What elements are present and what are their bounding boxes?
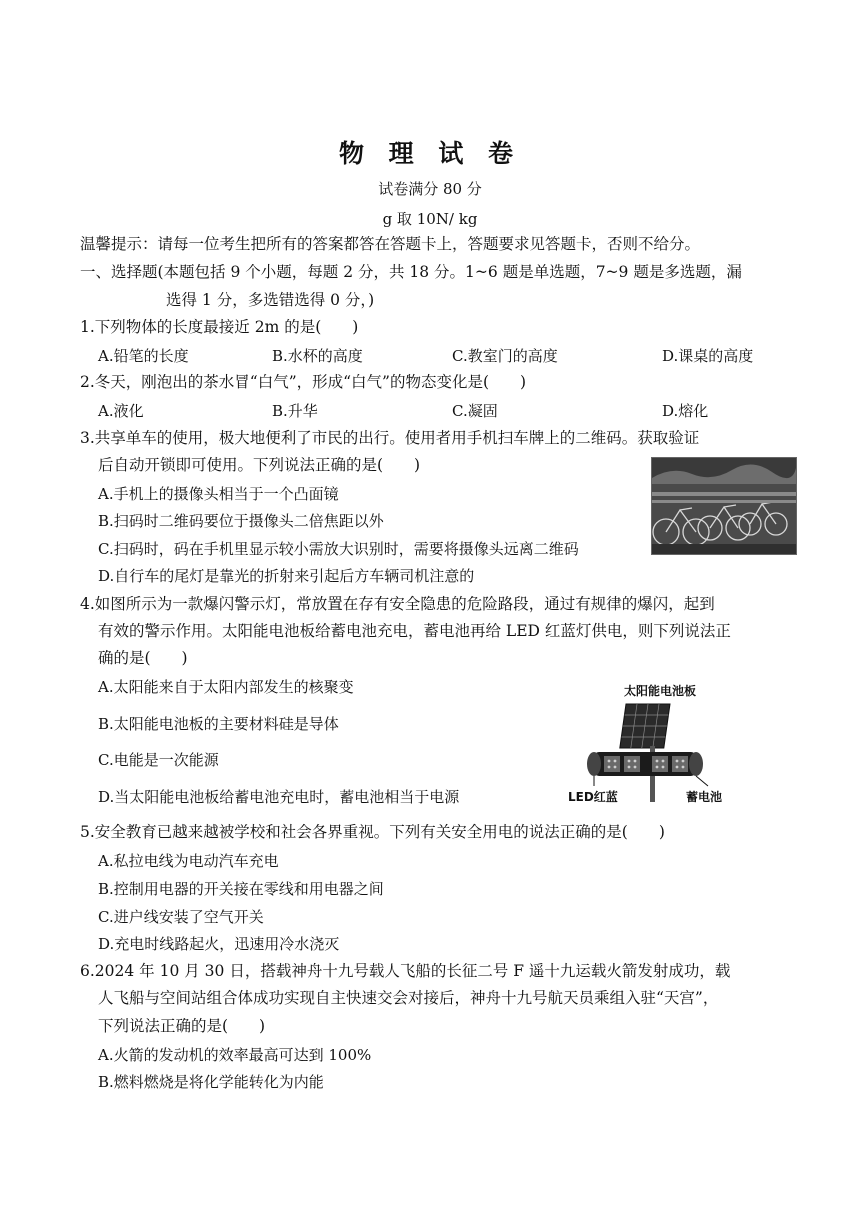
question-6-stem-line1: 6.2024 年 10 月 30 日，搭载神舟十九号载人飞船的长征二号 F 遥十九运载火箭发射成功，载 [80, 962, 731, 980]
figure-label-led: LED红蓝 [568, 790, 618, 804]
section-heading-line1: 一、选择题(本题包括 9 个小题，每题 2 分，共 18 分。1~6 题是单选题，7~9 题是多选题，漏 [80, 263, 742, 281]
section-heading-line2: 选得 1 分，多选错选得 0 分，) [166, 291, 375, 309]
shared-bikes-image [652, 458, 796, 554]
notice-text: 温馨提示：请每一位考生把所有的答案都答在答题卡上，答题要求见答题卡，否则不给分。 [80, 235, 701, 253]
question-5-option-d: D.充电时线路起火，迅速用冷水浇灭 [98, 935, 340, 953]
question-4-stem-line2: 有效的警示作用。太阳能电池板给蓄电池充电，蓄电池再给 LED 红蓝灯供电，则下列说法正 [98, 622, 731, 640]
question-4-stem-line1: 4.如图所示为一款爆闪警示灯，常放置在存有安全隐患的危险路段，通过有规律的爆闪，起到 [80, 595, 715, 613]
question-5-stem: 5.安全教育已越来越被学校和社会各界重视。下列有关安全用电的说法正确的是( ) [80, 823, 665, 841]
question-3-stem-line1: 3.共享单车的使用，极大地便利了市民的出行。使用者用手机扫车牌上的二维码。获取验证 [80, 429, 700, 447]
question-1-option-a: A.铅笔的长度 [98, 347, 189, 365]
figure-label-solar-panel: 太阳能电池板 [624, 684, 697, 698]
question-1-option-d: D.课桌的高度 [662, 347, 754, 365]
question-3-option-d: D.自行车的尾灯是靠光的折射来引起后方车辆司机注意的 [98, 567, 475, 585]
question-2-option-c: C.凝固 [452, 402, 498, 420]
score-info: 试卷满分 80 分 [378, 180, 482, 198]
question-3-stem-line2: 后自动开锁即可使用。下列说法正确的是( ) [98, 456, 421, 474]
question-5-option-c: C.进户线安装了空气开关 [98, 908, 264, 926]
warning-light-figure [560, 676, 772, 808]
figure-label-battery: 蓄电池 [686, 790, 723, 804]
question-2-option-b: B.升华 [272, 402, 318, 420]
question-1-option-b: B.水杯的高度 [272, 347, 363, 365]
question-6-option-b: B.燃料燃烧是将化学能转化为内能 [98, 1073, 324, 1091]
question-4-option-c: C.电能是一次能源 [98, 751, 219, 769]
question-1-stem: 1.下列物体的长度最接近 2m 的是( ) [80, 318, 359, 336]
question-4-stem-line3: 确的是( ) [98, 649, 188, 667]
question-4-option-a: A.太阳能来自于太阳内部发生的核聚变 [98, 678, 354, 696]
question-3-option-c: C.扫码时，码在手机里显示较小需放大识别时，需要将摄像头远离二维码 [98, 540, 579, 558]
question-4-option-d: D.当太阳能电池板给蓄电池充电时，蓄电池相当于电源 [98, 788, 460, 806]
question-2-stem: 2.冬天，刚泡出的茶水冒“白气”，形成“白气”的物态变化是( ) [80, 373, 527, 391]
shared-bikes-photo [651, 457, 797, 555]
question-5-option-b: B.控制用电器的开关接在零线和用电器之间 [98, 880, 384, 898]
question-2-option-d: D.熔化 [662, 402, 709, 420]
question-1-option-c: C.教室门的高度 [452, 347, 558, 365]
question-2-option-a: A.液化 [98, 402, 144, 420]
question-6-option-a: A.火箭的发动机的效率最高可达到 100% [98, 1046, 372, 1064]
question-6-stem-line3: 下列说法正确的是( ) [98, 1017, 266, 1035]
question-3-option-b: B.扫码时二维码要位于摄像头二倍焦距以外 [98, 512, 384, 530]
question-6-stem-line2: 人飞船与空间站组合体成功实现自主快速交会对接后，神舟十九号航天员乘组入驻“天宫”， [98, 989, 719, 1007]
question-5-option-a: A.私拉电线为电动汽车充电 [98, 852, 279, 870]
gravity-info: g 取 10N/ kg [382, 210, 478, 228]
question-3-option-a: A.手机上的摄像头相当于一个凸面镜 [98, 485, 339, 503]
question-4-option-b: B.太阳能电池板的主要材料硅是导体 [98, 715, 339, 733]
page-title: 物 理 试 卷 [338, 139, 522, 168]
